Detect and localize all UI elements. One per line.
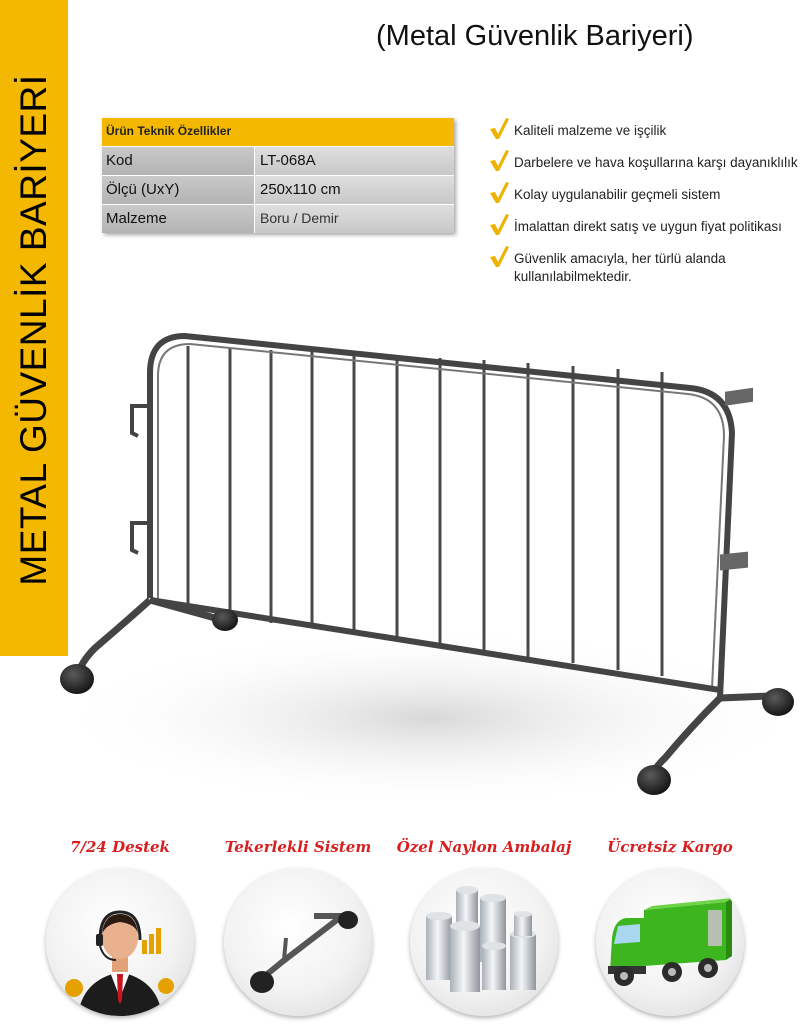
- bottom-label: Ücretsiz Kargo: [607, 838, 733, 856]
- specs-row: [102, 175, 454, 204]
- feature-text: Kaliteli malzeme ve işçilik: [514, 123, 667, 138]
- checkmark-icon: [488, 180, 510, 204]
- feature-text: Kolay uygulanabilir geçmeli sistem: [514, 187, 721, 202]
- bottom-label: Özel Naylon Ambalaj: [396, 838, 572, 856]
- specs-value: Boru / Demir: [255, 205, 454, 233]
- feature-item: [488, 186, 810, 204]
- bottom-feature-shipping: [580, 838, 760, 856]
- feature-item: [488, 122, 810, 140]
- barrier-illustration: [40, 318, 810, 818]
- checkmark-icon: [488, 148, 510, 172]
- specs-table: [102, 118, 454, 233]
- specs-header: Ürün Teknik Özellikler: [102, 118, 454, 146]
- feature-text: Güvenlik amacıyla, her türlü alanda kullanılabilmektedir.: [514, 251, 726, 284]
- feature-item: [488, 218, 810, 236]
- bottom-feature-wheels: [208, 838, 388, 856]
- checkmark-icon: [488, 116, 510, 140]
- feature-item: [488, 250, 810, 286]
- wheel-base-icon: [224, 868, 372, 1016]
- wheels-circle: [224, 868, 372, 1016]
- feature-list: [488, 120, 810, 286]
- shipping-circle: [596, 868, 744, 1016]
- specs-key: Malzeme: [102, 205, 255, 233]
- delivery-truck-icon: [596, 868, 744, 1016]
- feature-text: Darbelere ve hava koşullarına karşı dayanıklılık: [514, 155, 798, 170]
- side-title: METAL GÜVENLİK BARİYERİ: [13, 74, 54, 586]
- packaging-circle: [410, 868, 558, 1016]
- support-agent-icon: [46, 868, 194, 1016]
- page-title: (Metal Güvenlik Bariyeri): [376, 20, 694, 52]
- checkmark-icon: [488, 244, 510, 268]
- nylon-rolls-icon: [410, 868, 558, 1016]
- checkmark-icon: [488, 212, 510, 236]
- feature-text: İmalattan direkt satış ve uygun fiyat politikası: [514, 219, 782, 234]
- bottom-feature-support: [30, 838, 210, 856]
- specs-key: Ölçü (UxY): [102, 176, 255, 204]
- bottom-label: 7/24 Destek: [70, 838, 170, 856]
- specs-row: [102, 204, 454, 233]
- specs-value: 250x110 cm: [255, 176, 454, 204]
- bottom-feature-packaging: [394, 838, 574, 856]
- feature-item: [488, 154, 810, 172]
- specs-row: [102, 146, 454, 175]
- specs-key: Kod: [102, 147, 255, 175]
- support-circle: [46, 868, 194, 1016]
- bottom-label: Tekerlekli Sistem: [224, 838, 372, 856]
- specs-value: LT-068A: [255, 147, 454, 175]
